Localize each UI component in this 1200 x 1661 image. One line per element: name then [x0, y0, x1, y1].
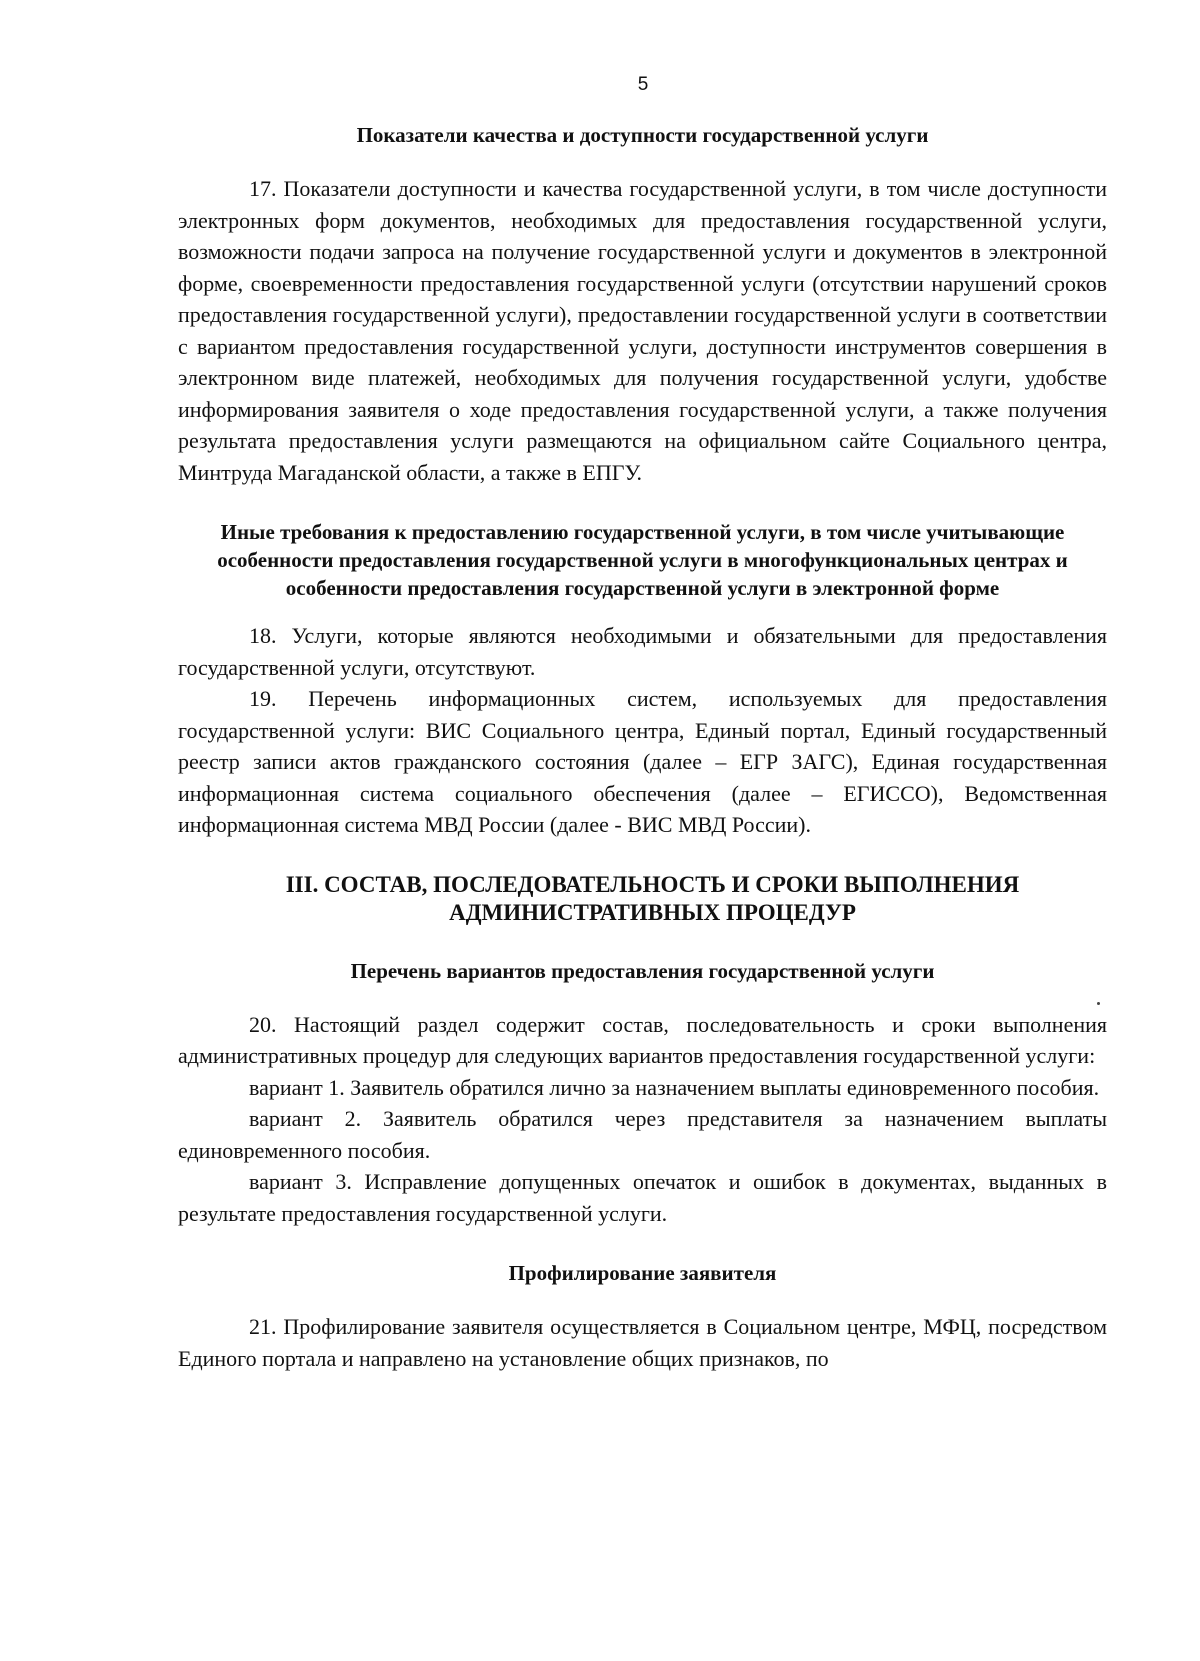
paragraph-19: 19. Перечень информационных систем, используемых для предоставления государственной услуги: ВИС Социального центра, Единый портал, Единый государственный реестр записи актов гражданского состояния (далее – ЕГР ЗАГС), Единая государственная информационная система социального обеспечения (далее – ЕГИССО), Ведомственная информационная система МВД России (далее - ВИС МВД России). — [178, 686, 1107, 837]
variant-3: вариант 3. Исправление допущенных опечаток и ошибок в документах, выданных в результате предоставления государственной услуги. — [178, 1169, 1107, 1226]
other-requirements-heading: Иные требования к предоставлению государственной услуги, в том числе учитывающие особенности предоставления государственной услуги в многофункциональных центрах и особенности предоставления государственной услуги в электронной форме — [217, 520, 1068, 600]
paragraph-20: 20. Настоящий раздел содержит состав, последовательность и сроки выполнения административных процедур для следующих вариантов предоставления государственной услуги: — [178, 1011, 1107, 1068]
quality-heading: Показатели качества и доступности государственной услуги — [356, 123, 929, 147]
document-body — [178, 121, 1107, 1374]
paragraph-21: 21. Профилирование заявителя осуществляется в Социальном центре, МФЦ, посредством Единого портала и направлено на установление общих признаков, по — [178, 1314, 1107, 1371]
profiling-heading: Профилирование заявителя — [508, 1261, 777, 1285]
paragraph-18: 18. Услуги, которые являются необходимыми и обязательными для предоставления государственной услуги, отсутствуют. — [178, 623, 1107, 680]
variant-1: вариант 1. Заявитель обратился лично за назначением выплаты единовременного пособия. — [249, 1074, 1100, 1100]
variant-2: вариант 2. Заявитель обратился через представителя за назначением выплаты единовременного пособия. — [178, 1106, 1107, 1163]
chapter-heading: III. СОСТАВ, ПОСЛЕДОВАТЕЛЬНОСТЬ И СРОКИ ВЫПОЛНЕНИЯ АДМИНИСТРАТИВНЫХ ПРОЦЕДУР — [285, 871, 1020, 925]
page-number: 5 — [637, 74, 649, 95]
variants-heading: Перечень вариантов предоставления государственной услуги — [350, 958, 935, 983]
scan-speck — [1097, 1002, 1100, 1005]
paragraph-17: 17. Показатели доступности и качества государственной услуги, в том числе доступности электронных форм документов, необходимых для предоставления государственной услуги, возможности подачи запроса на получение государственной услуги и документов в электронной форме, своевременности предоставления государственной услуги (отсутствии нарушений сроков предоставления государственной услуги), предоставлении государственной услуги в соответствии с вариантом предоставления государственной услуги, доступности инструментов совершения в электронном виде платежей, необходимых для получения государственной услуги, удобстве информирования заявителя о ходе предоставления государственной услуги, а также получения результата предоставления услуги размещаются на официальном сайте Социального центра, Минтруда Магаданской области, а также в ЕПГУ. — [178, 176, 1107, 485]
